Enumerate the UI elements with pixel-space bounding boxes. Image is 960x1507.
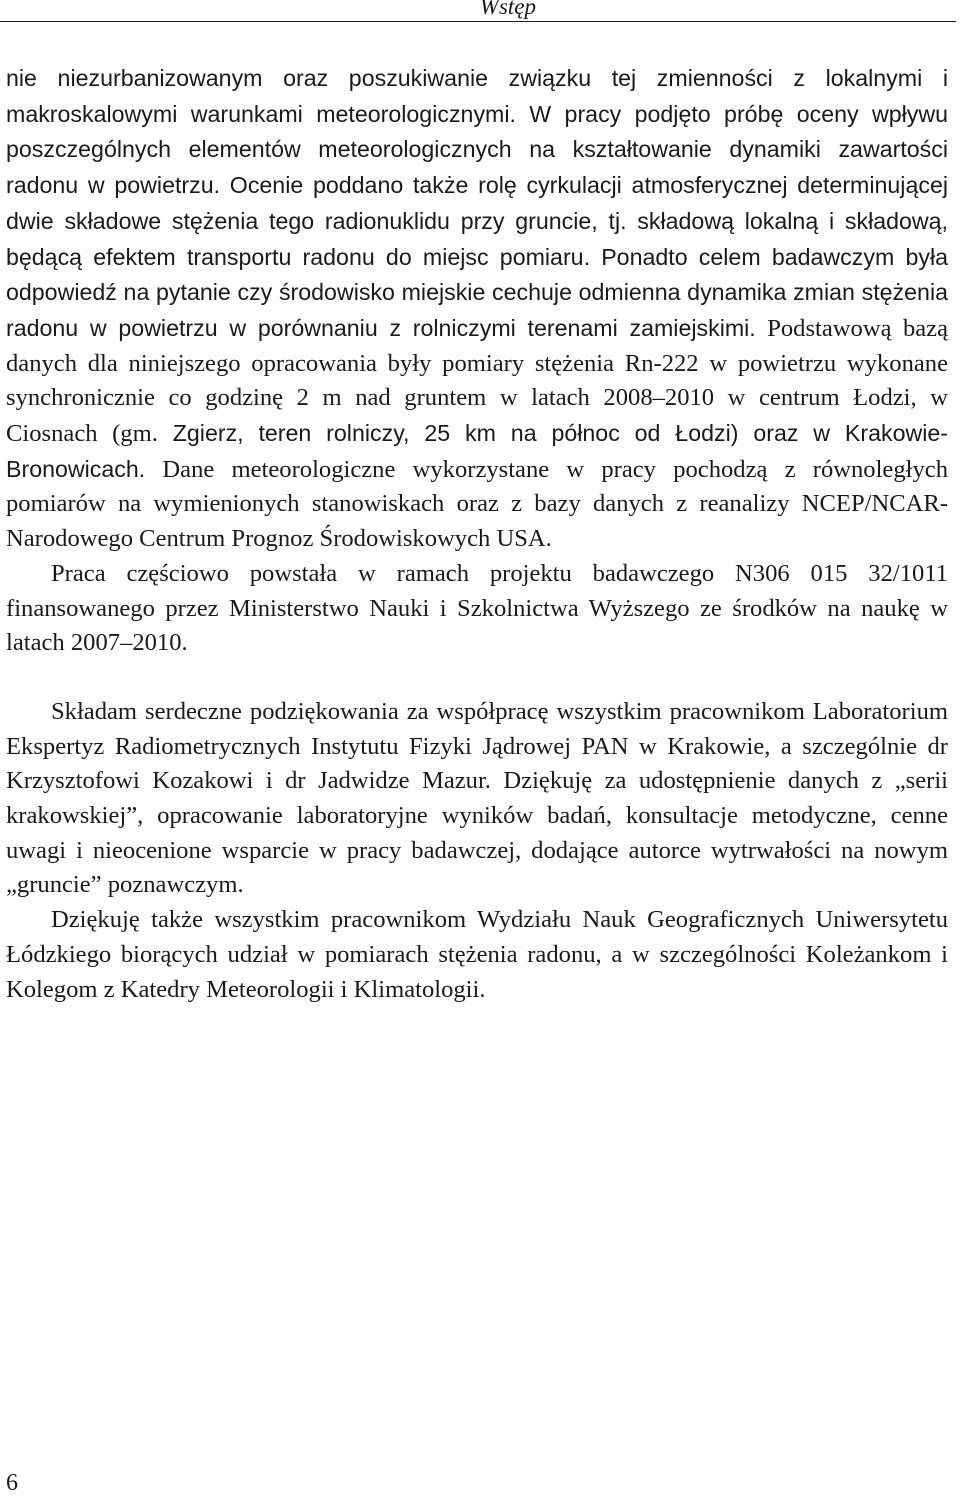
- paragraph-text-segment: Dane meteorologiczne wykorzystane w pracy pochodzą z równoległych pomiarów na wymienionych stanowiskach oraz z bazy danych z reanalizy NCEP/NCAR-Narodowego Centrum Prognoz Środowiskowych USA.: [6, 455, 948, 553]
- running-header: [0, 0, 956, 22]
- paragraph-text-sans-segment: nie niezurbanizowanym oraz poszukiwanie związku tej zmienności z lokalnymi i makroskalowymi warunkami meteorologicznymi. W pracy podjęto próbę oceny wpływu poszczególnych elementów meteorologicznych na kształtowanie dynamiki zawartości radonu w powietrzu. Ocenie poddano także rolę cyrkulacji atmosferycznej determinującej dwie składowe stężenia tego radionuklidu przy gruncie, tj. składową lokalną i składową, będącą efektem transportu radonu do miejsc pomiaru. Ponadto celem badawczym była odpowiedź na pytanie czy środowisko miejskie cechuje odmienna dynamika zmian stężenia radonu w powietrzu w porównaniu z rolniczymi terenami zamiejskimi.: [6, 65, 948, 341]
- page-body: [6, 61, 948, 1007]
- paragraph-funding: Praca częściowo powstała w ramach projektu badawczego N306 015 32/1011 finansowanego przez Ministerstwo Nauki i Szkolnictwa Wyższego ze środków na naukę w latach 2007–2010.: [6, 559, 948, 657]
- paragraph-study-aims: [6, 61, 948, 557]
- running-title: Wstęp: [479, 0, 536, 19]
- paragraph-text-segment: Podstawową bazą danych dla niniejszego opracowania były pomiary stężenia Rn-222 w powietrzu wykonane synchronicznie co godzinę 2 m nad gruntem w latach 2008–2010 w centrum Łodzi, w Ciosnach (gm.: [6, 314, 949, 448]
- page-number: 6: [6, 1470, 18, 1496]
- paragraph-text-sans-segment: Zgierz, teren rolniczy, 25 km na północ od Łodzi) oraz w Krakowie-Bronowicach.: [6, 420, 948, 482]
- paragraph-thanks: Dziękuję także wszystkim pracownikom Wydziału Nauk Geograficznych Uniwersytetu Łódzkiego biorących udział w pomiarach stężenia radonu, a w szczególności Koleżankom i Kolegom z Katedry Meteorologii i Klimatologii.: [6, 906, 948, 1003]
- paragraph-acknowledgements: Składam serdeczne podziękowania za współpracę wszystkim pracownikom Laboratorium Ekspertyz Radiometrycznych Instytutu Fizyki Jądrowej PAN w Krakowie, a szczególnie dr Krzysztofowi Kozakowi i dr Jadwidze Mazur. Dziękuję za udostępnienie danych z „serii krakowskiej”, opracowanie laboratoryjne wyników badań, konsultacje metodyczne, cenne uwagi i nieocenione wsparcie w pracy badawczej, dodające autorce wytrwałości na nowym „gruncie” poznawczym.: [6, 697, 948, 899]
